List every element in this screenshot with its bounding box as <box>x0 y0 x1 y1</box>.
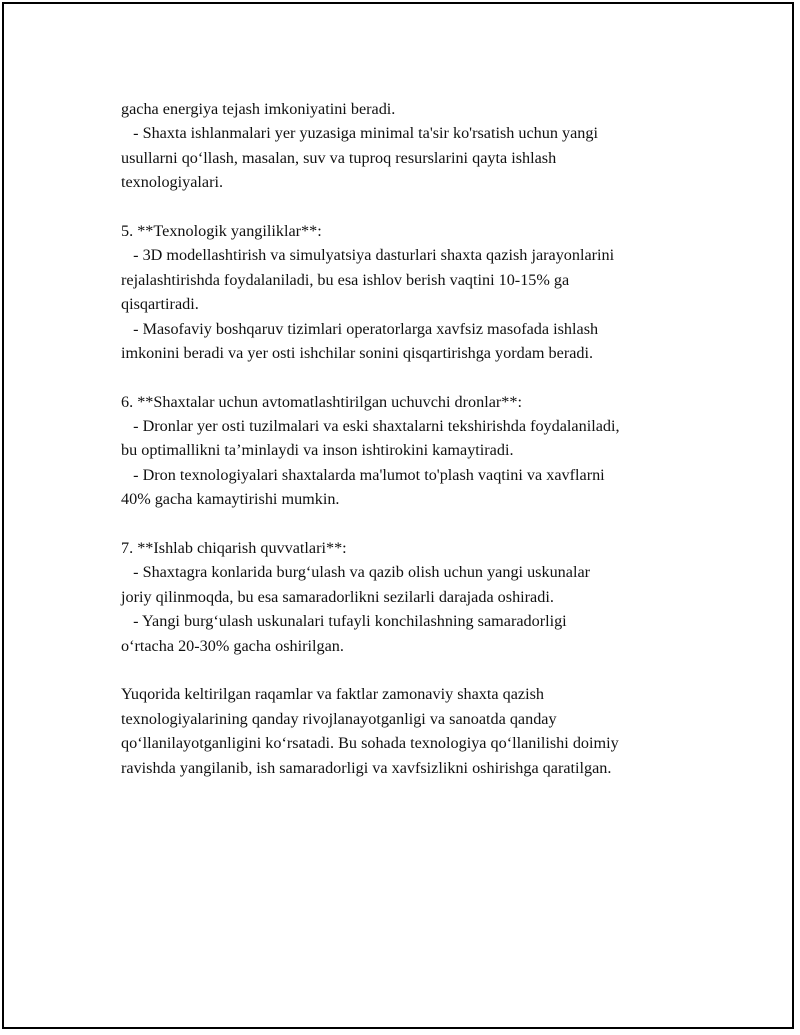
paragraph-spacer <box>121 365 711 389</box>
section-6 <box>121 390 711 512</box>
text-line: texnologiyalarining qanday rivojlanayotganligi va sanoatda qanday <box>121 709 557 728</box>
text-line: - Shaxta ishlanmalari yer yuzasiga minimal ta'sir ko'rsatish uchun yangi <box>121 124 598 143</box>
section-heading: 5. **Texnologik yangiliklar**: <box>121 221 322 240</box>
text-line: - Yangi burg‘ulash uskunalari tufayli konchilashning samaradorligi <box>121 612 567 631</box>
document-body <box>121 97 711 780</box>
text-line: - Masofaviy boshqaruv tizimlari operatorlarga xavfsiz masofada ishlash <box>121 319 599 338</box>
text-line: - Dron texnologiyalari shaxtalarda ma'lumot to'plash vaqtini va xavflarni <box>121 465 605 484</box>
text-line: qo‘llanilayotganligini ko‘rsatadi. Bu sohada texnologiya qo‘llanilishi doimiy <box>121 734 619 753</box>
paragraph-intro <box>121 97 711 195</box>
paragraph-spacer <box>121 512 711 536</box>
text-line: 40% gacha kamaytirishi mumkin. <box>121 490 340 509</box>
text-line: ravishda yangilanib, ish samaradorligi va xavfsizlikni oshirishga qaratilgan. <box>121 758 612 777</box>
text-line: texnologiyalari. <box>121 173 224 192</box>
text-line: joriy qilinmoqda, bu esa samaradorlikni sezilarli darajada oshiradi. <box>121 587 554 606</box>
paragraph-conclusion <box>121 682 711 780</box>
section-heading: 7. **Ishlab chiqarish quvvatlari**: <box>121 539 347 558</box>
section-heading: 6. **Shaxtalar uchun avtomatlashtirilgan uchuvchi dronlar**: <box>121 392 522 411</box>
text-line: - 3D modellashtirish va simulyatsiya dasturlari shaxta qazish jarayonlarini <box>121 246 615 265</box>
text-line: rejalashtirishda foydalaniladi, bu esa ishlov berish vaqtini 10-15% ga <box>121 270 570 289</box>
text-line: bu optimallikni ta’minlaydi va inson ishtirokini kamaytiradi. <box>121 441 514 460</box>
page-frame <box>2 2 794 1029</box>
text-line: Yuqorida keltirilgan raqamlar va faktlar zamonaviy shaxta qazish <box>121 685 544 704</box>
paragraph-spacer <box>121 658 711 682</box>
text-line: o‘rtacha 20-30% gacha oshirilgan. <box>121 636 344 655</box>
section-5 <box>121 219 711 365</box>
section-7 <box>121 536 711 658</box>
paragraph-spacer <box>121 195 711 219</box>
text-line: qisqartiradi. <box>121 295 199 314</box>
text-line: gacha energiya tejash imkoniyatini beradi. <box>121 100 396 118</box>
text-line: imkonini beradi va yer osti ishchilar sonini qisqartirishga yordam beradi. <box>121 343 594 362</box>
text-line: - Shaxtagra konlarida burg‘ulash va qazib olish uchun yangi uskunalar <box>121 563 591 582</box>
text-line: - Dronlar yer osti tuzilmalari va eski shaxtalarni tekshirishda foydalaniladi, <box>121 417 620 436</box>
text-line: usullarni qo‘llash, masalan, suv va tuproq resurslarini qayta ishlash <box>121 148 557 167</box>
